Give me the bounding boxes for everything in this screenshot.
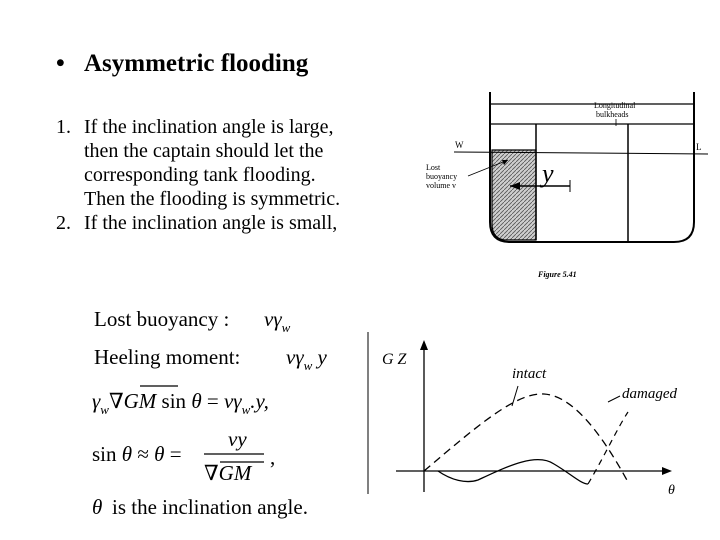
- list-item: [56, 115, 340, 211]
- damaged-label: damaged: [622, 386, 677, 402]
- heeling-moment-label: Heeling moment:: [94, 345, 241, 369]
- lost-buoyancy-expression: $v\gamma_w$: [264, 307, 291, 335]
- title-bullet: •: [56, 50, 65, 77]
- numbered-list: [56, 115, 340, 235]
- svg-text:,: ,: [270, 445, 276, 469]
- lever-arm-label: y: [542, 159, 554, 188]
- waterline-label-w: W: [455, 140, 464, 150]
- bulkheads-label: bulkheads: [596, 110, 629, 119]
- svg-text:γw∇GM sin θ = vγw.y,: $\gamma_w\nabla GM$ $\sin \theta = v\gamma_w.y$,: [92, 389, 269, 417]
- list-item: [56, 211, 340, 235]
- small-angle-equation: [92, 427, 275, 485]
- heeling-moment-expression: $v\gamma_w$ y: [286, 345, 327, 373]
- svg-text:∇GM: ∇GM: [204, 461, 252, 485]
- title-text: Asymmetric flooding: [84, 50, 309, 77]
- equilibrium-equation: [92, 386, 269, 417]
- list-number: 1.: [56, 116, 71, 138]
- lost-buoyancy-fig-label: Lost: [426, 163, 441, 172]
- list-line: corresponding tank flooding.: [84, 164, 316, 186]
- bulkheads-label: Longitudinal: [594, 101, 636, 110]
- damaged-curve-continuation: [588, 412, 628, 484]
- theta-description: is the inclination angle.: [112, 495, 308, 519]
- figure-caption: Figure 5.41: [538, 270, 577, 279]
- ship-cross-section-figure: [424, 86, 720, 286]
- lost-buoyancy-fig-label: buoyancy: [426, 172, 458, 181]
- theta-axis-label: θ: [668, 483, 675, 498]
- list-line: Then the flooding is symmetric.: [84, 188, 341, 210]
- intact-label: intact: [512, 366, 547, 382]
- list-line: then the captain should let the: [84, 140, 324, 162]
- theta-symbol: θ: [92, 495, 103, 519]
- list-line: If the inclination angle is large,: [84, 116, 334, 138]
- gz-curve-figure: [366, 332, 686, 502]
- damaged-curve: [438, 460, 588, 484]
- list-number: 2.: [56, 212, 71, 234]
- intact-curve: [424, 394, 628, 482]
- lost-buoyancy-label: Lost buoyancy :: [94, 307, 230, 331]
- waterline-label-l: L: [696, 142, 702, 152]
- gz-axis-label: G Z: [382, 351, 407, 368]
- lost-buoyancy-fig-label: volume v: [426, 181, 456, 190]
- formula-block: [92, 300, 362, 530]
- list-line: If the inclination angle is small,: [84, 212, 338, 234]
- svg-text:sin θ ≈ θ =: sin θ ≈ θ =: [92, 442, 182, 466]
- slide-title: [56, 50, 308, 78]
- svg-text:vy: vy: [228, 427, 247, 451]
